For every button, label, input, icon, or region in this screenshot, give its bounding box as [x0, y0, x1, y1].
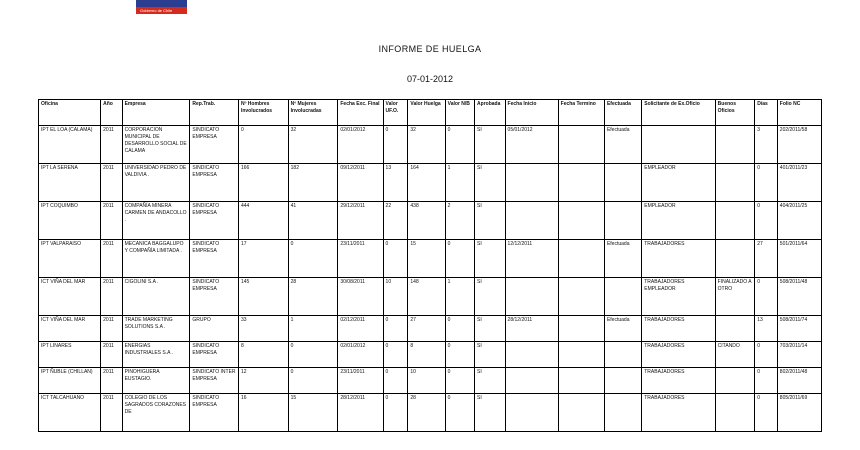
- cell-dias: 0: [755, 202, 778, 240]
- cell-ano: 2011: [101, 278, 122, 316]
- cell-valor-nb: 0: [445, 240, 474, 278]
- header-valor-nb: Valor N/B: [445, 100, 474, 126]
- cell-mujeres: 182: [288, 164, 338, 202]
- cell-solicitante: TRABAJADORES: [642, 240, 715, 278]
- cell-valor-huelga: 438: [408, 202, 445, 240]
- cell-hombres: 145: [238, 278, 288, 316]
- cell-efectuada: [604, 368, 641, 394]
- cell-hombres: 0: [238, 126, 288, 164]
- cell-dias: 27: [755, 240, 778, 278]
- table-row: [39, 126, 822, 164]
- cell-aprobada: SI: [475, 164, 506, 202]
- header-valor-ufo: Valor UF.O.: [383, 100, 408, 126]
- cell-fecha-termino: [558, 368, 604, 394]
- cell-aprobada: SI: [475, 342, 506, 368]
- header-efectuada: Efectuada: [604, 100, 641, 126]
- cell-fecha-exc: 29/12/2011: [338, 202, 383, 240]
- cell-valor-ufo: 10: [383, 278, 408, 316]
- cell-oficina: IPT LINARES: [39, 342, 101, 368]
- cell-valor-ufo: 0: [383, 316, 408, 342]
- cell-efectuada: Efectuada: [604, 316, 641, 342]
- cell-valor-ufo: 0: [383, 394, 408, 432]
- cell-ano: 2011: [101, 316, 122, 342]
- cell-solicitante: EMPLEADOR: [642, 164, 715, 202]
- header-valor-huelga: Valor Huelga: [408, 100, 445, 126]
- cell-oficina: ICT VIÑA DEL MAR: [39, 278, 101, 316]
- cell-dias: 0: [755, 342, 778, 368]
- cell-folio: 202/2011/58: [777, 126, 821, 164]
- cell-folio: 508/2011/48: [777, 278, 821, 316]
- cell-fecha-exc: 30/08/2011: [338, 278, 383, 316]
- cell-efectuada: [604, 394, 641, 432]
- cell-fecha-inicio: 05/01/2012: [505, 126, 558, 164]
- cell-dias: 0: [755, 278, 778, 316]
- cell-valor-nb: 2: [445, 202, 474, 240]
- cell-folio: 805/2011/69: [777, 394, 821, 432]
- cell-folio: 401/2011/23: [777, 164, 821, 202]
- cell-aprobada: SI: [475, 368, 506, 394]
- cell-empresa: COMPAÑÍA MINERA CARMEN DE ANDACOLLO .: [122, 202, 190, 240]
- cell-aprobada: SI: [475, 240, 506, 278]
- cell-valor-nb: 0: [445, 126, 474, 164]
- cell-valor-ufo: 0: [383, 126, 408, 164]
- cell-aprobada: SI: [475, 278, 506, 316]
- cell-ano: 2011: [101, 240, 122, 278]
- cell-buenos-oficios: [715, 126, 755, 164]
- cell-valor-huelga: 28: [408, 394, 445, 432]
- strike-report-table: [38, 99, 822, 432]
- cell-solicitante: TRABAJADORES EMPLEADOR: [642, 278, 715, 316]
- cell-fecha-termino: [558, 126, 604, 164]
- cell-fecha-exc: 02/12/2011: [338, 316, 383, 342]
- table-row: [39, 368, 822, 394]
- cell-empresa: ENERGIAS INDUSTRIALES S.A .: [122, 342, 190, 368]
- cell-ano: 2011: [101, 202, 122, 240]
- cell-valor-ufo: 13: [383, 164, 408, 202]
- cell-solicitante: TRABAJADORES: [642, 394, 715, 432]
- cell-rep-trab: SINDICATO EMPRESA: [190, 394, 239, 432]
- cell-oficina: ICT VIÑA DEL MAR: [39, 316, 101, 342]
- cell-valor-ufo: 22: [383, 202, 408, 240]
- table-row: [39, 240, 822, 278]
- cell-valor-huelga: 32: [408, 126, 445, 164]
- cell-fecha-inicio: [505, 278, 558, 316]
- cell-buenos-oficios: FINALIZADO A OTRO: [715, 278, 755, 316]
- cell-aprobada: SI: [475, 202, 506, 240]
- cell-rep-trab: SINDICATO EMPRESA: [190, 164, 239, 202]
- cell-fecha-exc: 02/01/2012: [338, 126, 383, 164]
- cell-solicitante: TRABAJADORES: [642, 368, 715, 394]
- header-fecha-termino: Fecha Termino: [558, 100, 604, 126]
- cell-buenos-oficios: [715, 368, 755, 394]
- cell-fecha-inicio: [505, 202, 558, 240]
- cell-fecha-termino: [558, 342, 604, 368]
- cell-empresa: CIGOLINI S.A .: [122, 278, 190, 316]
- cell-ano: 2011: [101, 342, 122, 368]
- header-fecha-inicio: Fecha Inicio: [505, 100, 558, 126]
- cell-valor-huelga: 15: [408, 240, 445, 278]
- gobierno-logo: [136, 0, 187, 14]
- cell-fecha-inicio: [505, 164, 558, 202]
- cell-valor-huelga: 164: [408, 164, 445, 202]
- cell-aprobada: SI: [475, 394, 506, 432]
- cell-valor-nb: 0: [445, 368, 474, 394]
- header-empresa: Empresa: [122, 100, 190, 126]
- cell-oficina: IPT COQUIMBO: [39, 202, 101, 240]
- cell-solicitante: TRABAJADORES: [642, 342, 715, 368]
- cell-rep-trab: SINDICATO EMPRESA: [190, 202, 239, 240]
- cell-fecha-termino: [558, 202, 604, 240]
- cell-buenos-oficios: [715, 316, 755, 342]
- cell-rep-trab: SINDICATO EMPRESA: [190, 278, 239, 316]
- cell-mujeres: 32: [288, 126, 338, 164]
- cell-buenos-oficios: CITANDO: [715, 342, 755, 368]
- table-row: [39, 202, 822, 240]
- cell-rep-trab: GRUPO: [190, 316, 239, 342]
- cell-fecha-inicio: [505, 342, 558, 368]
- cell-fecha-inicio: [505, 394, 558, 432]
- cell-ano: 2011: [101, 164, 122, 202]
- logo-text: Gobierno de Chile: [140, 8, 173, 13]
- cell-efectuada: Efectuada: [604, 126, 641, 164]
- cell-fecha-exc: 02/01/2012: [338, 342, 383, 368]
- table-row: [39, 316, 822, 342]
- cell-dias: 13: [755, 316, 778, 342]
- cell-fecha-inicio: [505, 368, 558, 394]
- header-oficina: Oficina: [39, 100, 101, 126]
- cell-mujeres: 28: [288, 278, 338, 316]
- cell-empresa: CORPORACION MUNICIPAL DE DESARROLLO SOCIAL DE CALAMA: [122, 126, 190, 164]
- cell-fecha-termino: [558, 240, 604, 278]
- table-row: [39, 342, 822, 368]
- cell-oficina: IPT EL LOA (CALAMA): [39, 126, 101, 164]
- cell-mujeres: 0: [288, 368, 338, 394]
- cell-ano: 2011: [101, 368, 122, 394]
- cell-folio: 404/2011/25: [777, 202, 821, 240]
- header-hombres: Nº Hombres Involucrados: [238, 100, 288, 126]
- logo-red-band: [136, 7, 187, 14]
- cell-hombres: 33: [238, 316, 288, 342]
- cell-hombres: 12: [238, 368, 288, 394]
- cell-efectuada: [604, 202, 641, 240]
- cell-folio: 508/2011/74: [777, 316, 821, 342]
- cell-valor-huelga: 8: [408, 342, 445, 368]
- cell-rep-trab: SINDICATO EMPRESA: [190, 240, 239, 278]
- cell-hombres: 17: [238, 240, 288, 278]
- cell-empresa: TRADE MARKETING SOLUTIONS S.A .: [122, 316, 190, 342]
- cell-valor-nb: 1: [445, 164, 474, 202]
- cell-fecha-exc: 09/12/2011: [338, 164, 383, 202]
- cell-valor-huelga: 148: [408, 278, 445, 316]
- cell-rep-trab: SINDICATO INTER EMPRESA: [190, 368, 239, 394]
- cell-oficina: ICT TALCAHUANO: [39, 394, 101, 432]
- cell-valor-huelga: 27: [408, 316, 445, 342]
- table-body: [39, 126, 822, 432]
- cell-dias: 0: [755, 394, 778, 432]
- cell-ano: 2011: [101, 394, 122, 432]
- cell-valor-ufo: 0: [383, 342, 408, 368]
- report-date: 07-01-2012: [406, 74, 454, 84]
- cell-dias: 0: [755, 164, 778, 202]
- cell-valor-ufo: 0: [383, 368, 408, 394]
- cell-fecha-exc: 23/11/2011: [338, 368, 383, 394]
- cell-fecha-termino: [558, 278, 604, 316]
- cell-mujeres: 0: [288, 240, 338, 278]
- cell-hombres: 16: [238, 394, 288, 432]
- report-title: INFORME DE HUELGA: [378, 44, 482, 54]
- cell-empresa: UNIVERSIDAD PEDRO DE VALDIVIA .: [122, 164, 190, 202]
- header-solicitante: Solicitante de Ex.Oficio: [642, 100, 715, 126]
- cell-fecha-termino: [558, 164, 604, 202]
- cell-rep-trab: SINDICATO EMPRESA: [190, 126, 239, 164]
- cell-valor-nb: 0: [445, 342, 474, 368]
- header-ano: Año: [101, 100, 122, 126]
- cell-oficina: IPT VALPARAISO: [39, 240, 101, 278]
- header-aprobada: Aprobada: [475, 100, 506, 126]
- cell-empresa: PINOHIGUERA EUSTAGIO.: [122, 368, 190, 394]
- table-row: [39, 394, 822, 432]
- cell-buenos-oficios: [715, 164, 755, 202]
- cell-mujeres: 41: [288, 202, 338, 240]
- cell-ano: 2011: [101, 126, 122, 164]
- cell-solicitante: EMPLEADOR: [642, 202, 715, 240]
- table-row: [39, 278, 822, 316]
- cell-hombres: 166: [238, 164, 288, 202]
- cell-fecha-inicio: 12/12/2011: [505, 240, 558, 278]
- cell-efectuada: Efectuada: [604, 240, 641, 278]
- cell-aprobada: SI: [475, 126, 506, 164]
- table-header-row: [39, 100, 822, 126]
- header-dias: Días: [755, 100, 778, 126]
- cell-buenos-oficios: [715, 394, 755, 432]
- cell-buenos-oficios: [715, 240, 755, 278]
- cell-fecha-termino: [558, 394, 604, 432]
- cell-folio: 703/2011/14: [777, 342, 821, 368]
- cell-dias: 0: [755, 368, 778, 394]
- cell-rep-trab: SINDICATO EMPRESA: [190, 342, 239, 368]
- table-row: [39, 164, 822, 202]
- cell-mujeres: 0: [288, 342, 338, 368]
- cell-solicitante: [642, 126, 715, 164]
- header-rep-trab: Rep.Trab.: [190, 100, 239, 126]
- cell-valor-ufo: 0: [383, 240, 408, 278]
- cell-dias: 3: [755, 126, 778, 164]
- cell-efectuada: [604, 164, 641, 202]
- cell-fecha-exc: 28/12/2011: [338, 394, 383, 432]
- cell-efectuada: [604, 342, 641, 368]
- cell-folio: 501/2011/64: [777, 240, 821, 278]
- cell-mujeres: 1: [288, 316, 338, 342]
- header-buenos-oficios: Buenos Oficios: [715, 100, 755, 126]
- header-mujeres: Nº Mujeres Involucradas: [288, 100, 338, 126]
- cell-aprobada: SI: [475, 316, 506, 342]
- cell-oficina: IPT LA SERENA: [39, 164, 101, 202]
- cell-oficina: IPT ÑUBLE (CHILLAN): [39, 368, 101, 394]
- cell-fecha-inicio: 28/12/2011: [505, 316, 558, 342]
- cell-fecha-termino: [558, 316, 604, 342]
- cell-buenos-oficios: [715, 202, 755, 240]
- cell-valor-nb: 0: [445, 394, 474, 432]
- cell-fecha-exc: 23/11/2011: [338, 240, 383, 278]
- cell-empresa: COLEGIO DE LOS SAGRADOS CORAZONES DE: [122, 394, 190, 432]
- cell-hombres: 8: [238, 342, 288, 368]
- header-folio: Folio NC: [777, 100, 821, 126]
- cell-solicitante: TRABAJADORES: [642, 316, 715, 342]
- cell-empresa: MECANICA BAGGALUPO Y COMPAÑÍA LIMITADA .: [122, 240, 190, 278]
- cell-valor-nb: 1: [445, 278, 474, 316]
- cell-hombres: 444: [238, 202, 288, 240]
- header-fecha-exc: Fecha Exc. Final: [338, 100, 383, 126]
- cell-folio: 802/2011/48: [777, 368, 821, 394]
- cell-efectuada: [604, 278, 641, 316]
- cell-valor-nb: 0: [445, 316, 474, 342]
- cell-mujeres: 15: [288, 394, 338, 432]
- cell-valor-huelga: 10: [408, 368, 445, 394]
